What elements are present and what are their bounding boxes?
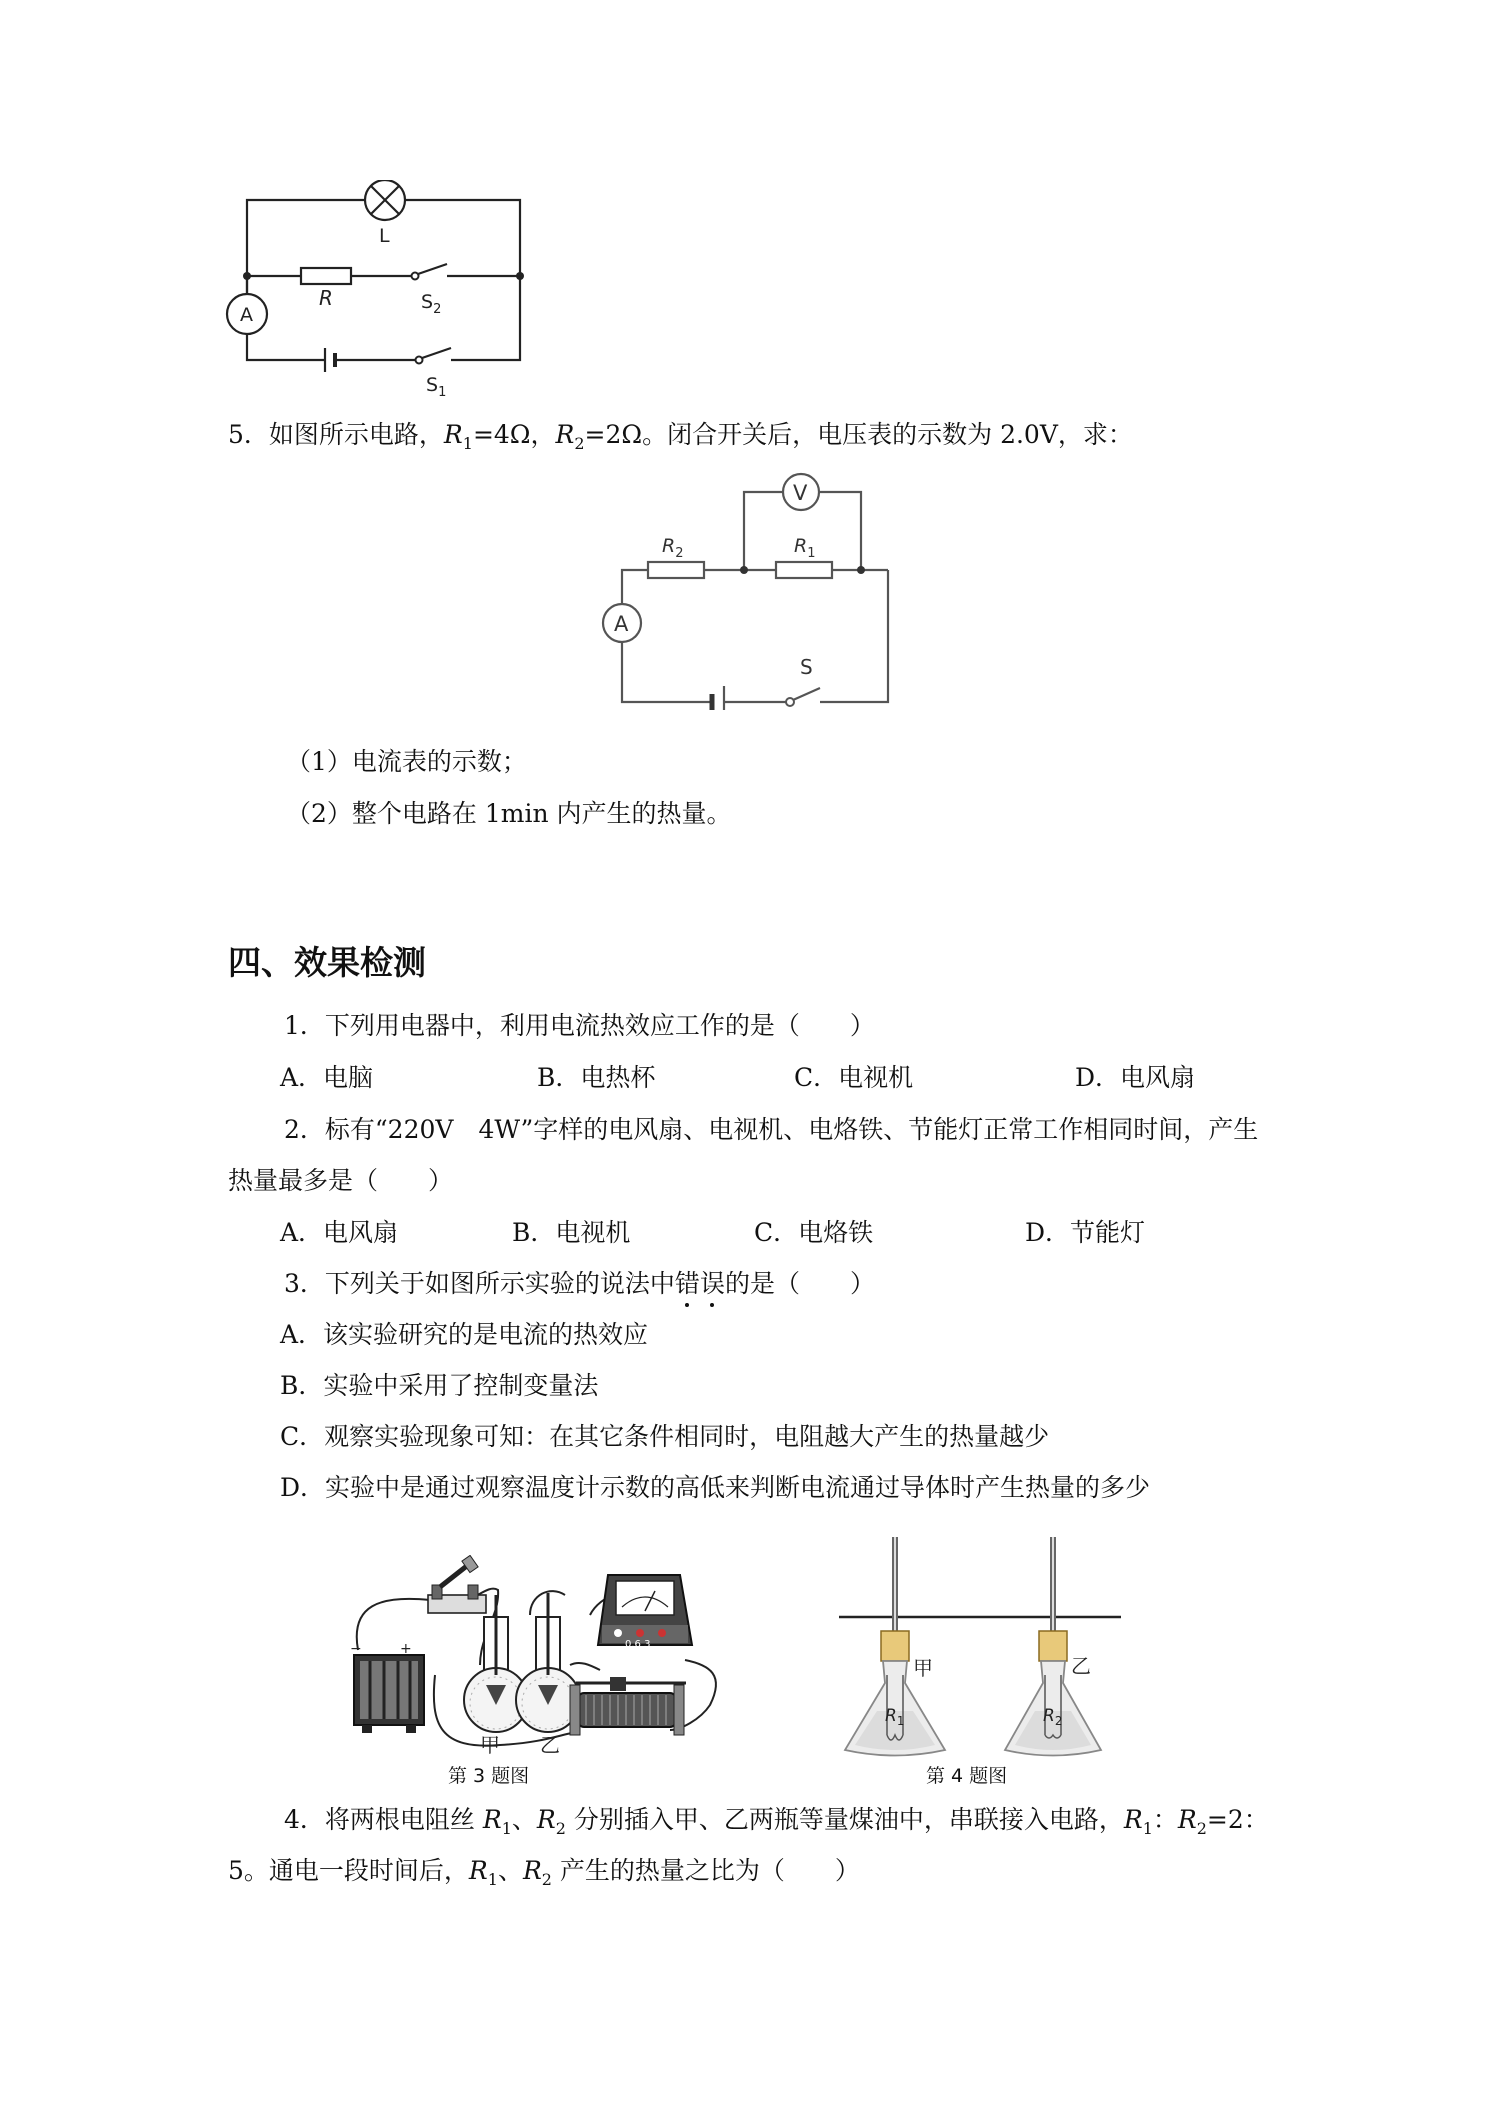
flask-a-label: 甲: [913, 1656, 933, 1680]
question-2-option-d: D．节能灯: [1025, 1218, 1146, 1247]
battery-plus-label: +: [400, 1641, 412, 1657]
lamp-label: L: [379, 225, 390, 247]
question-1-option-b: B．电热杯: [537, 1063, 656, 1092]
resistor-r1-label: $R_1$: [794, 535, 816, 561]
battery-minus-label: −: [350, 1641, 362, 1657]
question-4-line-2: 5。通电一段时间后，$R_1$、$R_2$ 产生的热量之比为（ ）: [228, 1856, 860, 1889]
question-1-option-d: D．电风扇: [1075, 1063, 1196, 1092]
switch-s2-symbol: [412, 264, 448, 280]
figure-3-caption: 第 3 题图: [448, 1765, 530, 1787]
question-2-stem-line-1: 2．标有“220V 4W”字样的电风扇、电视机、电烙铁、节能灯正常工作相同时间，产生: [284, 1115, 1259, 1144]
switch-s1-symbol: [416, 348, 452, 364]
question-5-part-2: （2）整个电路在 1min 内产生的热量。: [286, 799, 732, 828]
question-1-option-a: A．电脑: [280, 1063, 374, 1092]
meter-box-icon: [598, 1575, 692, 1645]
question-2-option-a: A．电风扇: [280, 1218, 399, 1247]
meter-scale-label: 0.6 3: [625, 1639, 651, 1650]
question-3-option-b: B．实验中采用了控制变量法: [280, 1371, 599, 1400]
question-2-stem-line-2: 热量最多是（ ）: [228, 1166, 454, 1195]
switch-s1-label: $S_1$: [426, 374, 447, 400]
question-1-stem: 1．下列用电器中，利用电流热效应工作的是（ ）: [284, 1011, 875, 1040]
question-4-line-1: 4．将两根电阻丝 $R_1$、$R_2$ 分别插入甲、乙两瓶等量煤油中，串联接入电路，$R_1$：$R_2=2$：: [284, 1805, 1269, 1838]
question-3-option-a: A．该实验研究的是电流的热效应: [280, 1320, 649, 1349]
circuit-diagram-2: [600, 470, 900, 710]
circuit-diagram-1: [215, 180, 535, 405]
section-heading: 四、效果检测: [228, 943, 426, 982]
figure-4-flasks: [835, 1535, 1125, 1765]
question-3-option-d: D．实验中是通过观察温度计示数的高低来判断电流通过导体时产生热量的多少: [280, 1473, 1151, 1502]
resistor-r2-label: $R_2$: [662, 535, 684, 561]
ammeter-label: A: [614, 612, 629, 636]
resistor-r1-label: $R_1$: [885, 1706, 905, 1728]
question-2-option-c: C．电烙铁: [754, 1218, 874, 1247]
battery-symbol: [712, 686, 724, 710]
battery-symbol: [325, 348, 335, 372]
question-3-option-c: C．观察实验现象可知：在其它条件相同时，电阻越大产生的热量越少: [280, 1422, 1050, 1451]
question-3-stem: 3．下列关于如图所示实验的说法中错误的是（ ）: [284, 1269, 875, 1298]
flask-a-label: 甲: [480, 1733, 500, 1757]
question-5-part-1: （1）电流表的示数；: [286, 747, 527, 776]
switch-symbol: [786, 688, 820, 706]
battery-box-icon: [354, 1655, 424, 1733]
resistor-r2-symbol: [648, 562, 704, 578]
lamp-symbol: [365, 180, 405, 220]
question-5-stem: 5．如图所示电路，$R_1=4\Omega$，$R_2=2\Omega$。闭合开关后，电压表的示数为 2.0V，求：: [228, 420, 1133, 453]
resistor-symbol: [301, 268, 351, 284]
figure-3-apparatus: [340, 1555, 730, 1765]
rheostat-icon: [570, 1677, 686, 1735]
flask-b-label: 乙: [1071, 1654, 1091, 1678]
question-2-option-b: B．电视机: [512, 1218, 631, 1247]
resistor-label: R: [319, 286, 333, 310]
ammeter-label: A: [240, 304, 253, 326]
switch-s2-label: $S_2$: [421, 291, 442, 317]
resistor-r2-label: $R_2$: [1043, 1706, 1063, 1728]
question-1-option-c: C．电视机: [794, 1063, 914, 1092]
resistor-r1-symbol: [776, 562, 832, 578]
switch-label: S: [800, 655, 813, 679]
knife-switch-icon: [428, 1555, 486, 1613]
voltmeter-label: V: [793, 481, 808, 505]
figure-4-caption: 第 4 题图: [926, 1765, 1008, 1787]
flask-b-label: 乙: [540, 1733, 560, 1757]
